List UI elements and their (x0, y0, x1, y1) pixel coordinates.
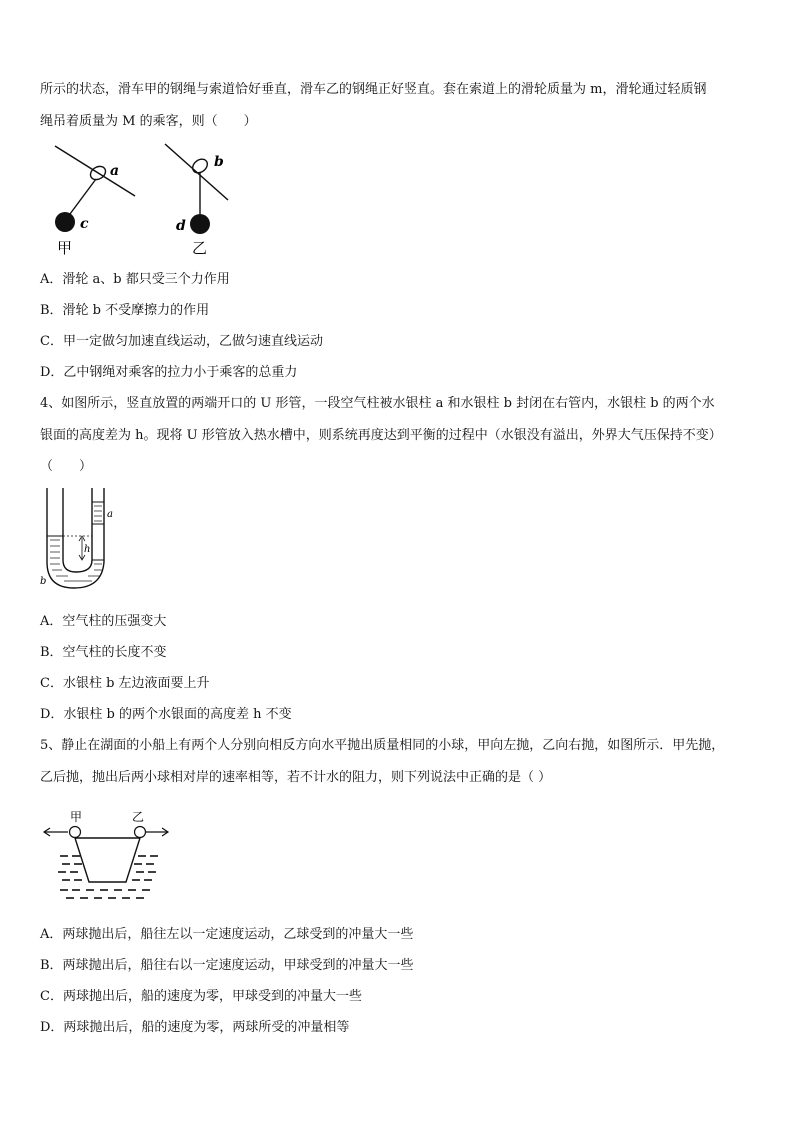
u-tube-inner (63, 488, 92, 572)
q5-option-a: A．两球抛出后，船往左以一定速度运动，乙球受到的冲量大一些 (40, 927, 414, 942)
rope-jia (67, 179, 96, 218)
label-jia: 甲 (70, 810, 83, 824)
label-c: c (80, 216, 89, 232)
boat (75, 838, 140, 882)
q3-pulley-figure (40, 138, 230, 260)
u-tube-outer (47, 488, 104, 588)
q4-u-tube-figure (38, 484, 118, 590)
label-b: b (40, 576, 47, 587)
label-b: b (214, 154, 224, 170)
label-d: d (176, 218, 186, 234)
q4-option-b: B．空气柱的长度不变 (40, 645, 167, 660)
q4-stem-line-3: （ ） (40, 459, 93, 474)
q4-option-c: C．水银柱 b 左边液面要上升 (40, 676, 210, 691)
q5-option-d: D．两球抛出后，船的速度为零，两球所受的冲量相等 (40, 1020, 350, 1035)
ball-yi (135, 827, 146, 838)
q3-option-b: B．滑轮 b 不受摩擦力的作用 (40, 303, 210, 318)
q4-stem-line-2: 银面的高度差为 h。现将 U 形管放入热水槽中，则系统再度达到平衡的过程中（水银没有溢出，外界大气压保持不变） (40, 428, 722, 443)
q3-stem-line-2: 绳吊着质量为 M 的乘客，则（ ） (40, 114, 257, 129)
passenger-c (55, 212, 75, 232)
q4-stem-line-1: 4、如图所示，竖直放置的两端开口的 U 形管，一段空气柱被水银柱 a 和水银柱 b 封闭在右管内，水银柱 b 的两个水 (40, 396, 715, 411)
label-a: a (107, 509, 113, 520)
label-h: h (84, 544, 91, 555)
q3-option-a: A．滑轮 a、b 都只受三个力作用 (40, 272, 230, 287)
passenger-d (190, 214, 210, 234)
label-a: a (110, 163, 120, 179)
q5-option-c: C．两球抛出后，船的速度为零，甲球受到的冲量大一些 (40, 989, 362, 1004)
q5-boat-figure (42, 808, 172, 904)
q3-option-c: C．甲一定做匀加速直线运动，乙做匀速直线运动 (40, 334, 323, 349)
q5-stem-line-2: 乙后抛，抛出后两小球相对岸的速率相等，若不计水的阻力，则下列说法中正确的是（ ） (40, 770, 552, 785)
q5-option-b: B．两球抛出后，船往右以一定速度运动，甲球受到的冲量大一些 (40, 958, 414, 973)
caption-yi: 乙 (192, 239, 208, 257)
q4-option-a: A．空气柱的压强变大 (40, 614, 167, 629)
left-mercury (49, 536, 62, 578)
q4-option-d: D．水银柱 b 的两个水银面的高度差 h 不变 (40, 707, 292, 722)
q3-option-d: D．乙中钢绳对乘客的拉力小于乘客的总重力 (40, 365, 298, 380)
ball-jia (70, 827, 81, 838)
label-yi: 乙 (132, 810, 145, 824)
q3-stem-line-1: 所示的状态，滑车甲的钢绳与索道恰好垂直，滑车乙的钢绳正好竖直。套在索道上的滑轮质量为 m，滑轮通过轻质钢 (40, 82, 707, 97)
cableway-jia (55, 146, 135, 196)
caption-jia: 甲 (57, 239, 73, 257)
q5-stem-line-1: 5、静止在湖面的小船上有两个人分别向相反方向水平抛出质量相同的小球，甲向左抛，乙向右抛，如图所示．甲先抛， (40, 738, 725, 753)
